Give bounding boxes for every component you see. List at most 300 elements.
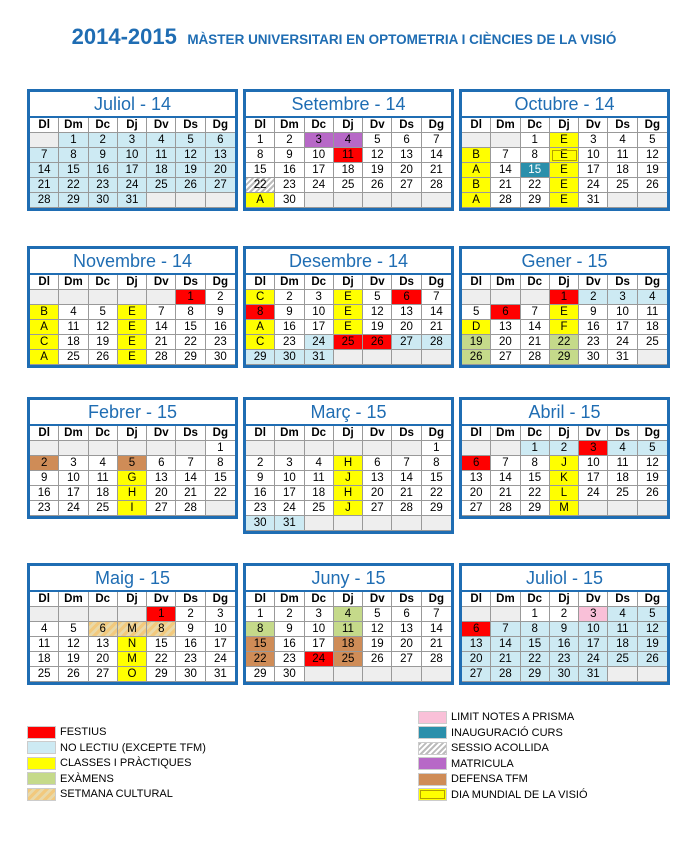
day-cell: 2 [550, 441, 579, 456]
day-cell: 12 [363, 148, 392, 163]
month-calendar [243, 563, 454, 685]
day-cell: 14 [422, 305, 451, 320]
empty-day-cell [422, 516, 451, 531]
weekday-header: Dg [638, 592, 667, 607]
empty-day-cell [305, 441, 334, 456]
day-cell: 25 [334, 335, 363, 350]
day-cell: 29 [246, 667, 275, 682]
day-cell: 11 [334, 622, 363, 637]
legend-swatch [27, 741, 56, 754]
day-cell: B [462, 178, 491, 193]
weekday-header: Dc [305, 118, 334, 133]
day-cell: 19 [462, 335, 491, 350]
day-cell: 9 [206, 305, 235, 320]
day-cell: 10 [305, 148, 334, 163]
day-cell: 8 [206, 456, 235, 471]
day-cell: 27 [491, 350, 520, 365]
day-cell: 31 [579, 667, 608, 682]
day-cell: 13 [147, 471, 176, 486]
weekday-header: Dm [491, 592, 520, 607]
day-cell: 24 [305, 335, 334, 350]
day-cell: 31 [118, 193, 147, 208]
weekday-header: Ds [392, 118, 421, 133]
day-cell: 21 [491, 652, 520, 667]
day-cell: 21 [422, 637, 451, 652]
day-cell: 2 [30, 456, 59, 471]
day-cell: 27 [206, 178, 235, 193]
weekday-header: Dg [422, 426, 451, 441]
day-cell: 3 [579, 133, 608, 148]
day-cell: 26 [59, 667, 88, 682]
empty-day-cell [305, 516, 334, 531]
weekday-header: Ds [392, 275, 421, 290]
day-cell: N [118, 637, 147, 652]
empty-day-cell [59, 607, 88, 622]
legend-label: NO LECTIU (EXCEPTE TFM) [60, 741, 206, 754]
day-cell: 18 [89, 486, 118, 501]
empty-day-cell [118, 441, 147, 456]
day-cell: 27 [89, 667, 118, 682]
day-cell: 18 [638, 320, 667, 335]
weekday-header: Dg [206, 426, 235, 441]
day-cell: 7 [392, 456, 421, 471]
day-cell: 31 [608, 350, 637, 365]
day-cell: 1 [521, 607, 550, 622]
weekday-header: Dc [89, 592, 118, 607]
day-cell: 8 [521, 456, 550, 471]
weekday-header: Dm [491, 275, 520, 290]
legend-swatch [418, 726, 447, 739]
day-cell: 9 [275, 622, 304, 637]
empty-day-cell [334, 516, 363, 531]
day-cell: 3 [608, 290, 637, 305]
day-cell: 14 [422, 148, 451, 163]
day-cell: K [550, 471, 579, 486]
month-calendar [27, 246, 238, 368]
day-cell: 22 [206, 486, 235, 501]
day-cell: 3 [118, 133, 147, 148]
month-calendar [243, 397, 454, 534]
empty-day-cell [89, 441, 118, 456]
month-days-grid [30, 118, 235, 208]
weekday-header: Ds [176, 275, 205, 290]
weekday-header: Dj [118, 592, 147, 607]
legend-item [418, 772, 528, 786]
day-cell: 15 [521, 471, 550, 486]
legend-label: LIMIT NOTES A PRISMA [451, 711, 575, 723]
weekday-header: Dc [521, 592, 550, 607]
weekday-header: Dc [305, 275, 334, 290]
day-cell: 2 [89, 133, 118, 148]
weekday-header: Dm [491, 118, 520, 133]
month-days-grid [30, 426, 235, 516]
empty-day-cell [334, 667, 363, 682]
day-cell: 3 [305, 133, 334, 148]
weekday-header: Dv [363, 118, 392, 133]
day-cell: 22 [422, 486, 451, 501]
day-cell: 21 [521, 335, 550, 350]
month-title: Juliol - 15 [462, 566, 667, 592]
day-cell: 8 [246, 622, 275, 637]
day-cell: 28 [521, 350, 550, 365]
month-calendar [459, 563, 670, 685]
empty-day-cell [118, 607, 147, 622]
day-cell: 18 [608, 637, 637, 652]
day-cell: 15 [147, 637, 176, 652]
weekday-header: Dv [363, 426, 392, 441]
day-cell: 27 [462, 667, 491, 682]
empty-day-cell [579, 501, 608, 516]
day-cell: 11 [30, 637, 59, 652]
day-cell: E [334, 290, 363, 305]
day-cell: 9 [30, 471, 59, 486]
day-cell: 22 [246, 178, 275, 193]
day-cell: 4 [59, 305, 88, 320]
day-cell: 15 [176, 320, 205, 335]
day-cell: 13 [392, 622, 421, 637]
day-cell: 7 [491, 148, 520, 163]
day-cell: 1 [206, 441, 235, 456]
weekday-header: Dv [579, 118, 608, 133]
day-cell: 1 [246, 133, 275, 148]
day-cell: 5 [89, 305, 118, 320]
day-cell: 14 [491, 163, 520, 178]
day-cell: 30 [176, 667, 205, 682]
empty-day-cell [638, 350, 667, 365]
day-cell: 30 [246, 516, 275, 531]
day-cell: 1 [176, 290, 205, 305]
weekday-header: Dc [521, 275, 550, 290]
day-cell: 29 [521, 193, 550, 208]
weekday-header: Dj [334, 592, 363, 607]
day-cell: 1 [550, 290, 579, 305]
empty-day-cell [491, 133, 520, 148]
month-title: Novembre - 14 [30, 249, 235, 275]
day-cell: 17 [608, 320, 637, 335]
day-cell: C [246, 335, 275, 350]
day-cell: 27 [392, 178, 421, 193]
day-cell: 22 [521, 178, 550, 193]
legend-item [27, 756, 191, 770]
day-cell: 4 [608, 441, 637, 456]
day-cell: 12 [59, 637, 88, 652]
day-cell: 10 [579, 456, 608, 471]
day-cell: 14 [176, 471, 205, 486]
day-cell: 5 [363, 290, 392, 305]
day-cell: 31 [275, 516, 304, 531]
day-cell: 10 [579, 622, 608, 637]
empty-day-cell [392, 667, 421, 682]
day-cell: 22 [550, 335, 579, 350]
day-cell: 12 [363, 622, 392, 637]
day-cell: 12 [638, 622, 667, 637]
empty-day-cell [392, 193, 421, 208]
day-cell: 17 [305, 637, 334, 652]
weekday-header: Ds [392, 592, 421, 607]
empty-day-cell [275, 441, 304, 456]
day-cell: M [118, 622, 147, 637]
day-cell: 21 [176, 486, 205, 501]
day-cell: 10 [59, 471, 88, 486]
empty-day-cell [392, 350, 421, 365]
day-cell: 4 [89, 456, 118, 471]
day-cell: 4 [638, 290, 667, 305]
weekday-header: Dl [462, 592, 491, 607]
day-cell: 22 [147, 652, 176, 667]
empty-day-cell [462, 607, 491, 622]
day-cell: 4 [608, 133, 637, 148]
legend-item [418, 757, 514, 771]
weekday-header: Dl [462, 275, 491, 290]
day-cell: 9 [89, 148, 118, 163]
day-cell: E [334, 320, 363, 335]
empty-day-cell [491, 607, 520, 622]
day-cell: 3 [579, 607, 608, 622]
day-cell: 10 [118, 148, 147, 163]
day-cell: 19 [638, 471, 667, 486]
day-cell: F [550, 320, 579, 335]
month-calendar [459, 397, 670, 519]
day-cell: 18 [608, 163, 637, 178]
day-cell: 19 [363, 163, 392, 178]
day-cell: 15 [59, 163, 88, 178]
day-cell: 3 [59, 456, 88, 471]
day-cell: 18 [608, 471, 637, 486]
weekday-header: Dm [275, 275, 304, 290]
weekday-header: Dg [422, 118, 451, 133]
day-cell: 23 [579, 335, 608, 350]
day-cell: 18 [59, 335, 88, 350]
day-cell: 7 [491, 622, 520, 637]
weekday-header: Dg [206, 592, 235, 607]
day-cell: H [334, 486, 363, 501]
empty-day-cell [147, 441, 176, 456]
day-cell: 13 [462, 471, 491, 486]
weekday-header: Dj [550, 275, 579, 290]
day-cell: 1 [422, 441, 451, 456]
day-cell: 11 [608, 148, 637, 163]
month-title: Abril - 15 [462, 400, 667, 426]
empty-day-cell [462, 133, 491, 148]
day-cell: 25 [30, 667, 59, 682]
legend-item [418, 710, 574, 724]
day-cell: E [550, 178, 579, 193]
day-cell: 7 [422, 290, 451, 305]
weekday-header: Dc [89, 275, 118, 290]
weekday-header: Ds [608, 426, 637, 441]
empty-day-cell [422, 667, 451, 682]
empty-day-cell [305, 193, 334, 208]
day-cell: 21 [491, 178, 520, 193]
day-cell: 14 [30, 163, 59, 178]
day-cell: E [550, 133, 579, 148]
weekday-header: Dj [118, 426, 147, 441]
day-cell: 30 [275, 193, 304, 208]
empty-day-cell [118, 290, 147, 305]
legend-swatch [418, 757, 447, 770]
weekday-header: Dj [334, 426, 363, 441]
day-cell: 19 [363, 320, 392, 335]
empty-day-cell [206, 193, 235, 208]
month-calendar [243, 246, 454, 368]
day-cell: 17 [275, 486, 304, 501]
day-cell: 12 [638, 148, 667, 163]
weekday-header: Ds [608, 275, 637, 290]
weekday-header: Dl [246, 426, 275, 441]
weekday-header: Ds [176, 592, 205, 607]
day-cell: 9 [275, 148, 304, 163]
day-cell: 24 [275, 501, 304, 516]
legend-swatch [418, 742, 447, 755]
legend-item [418, 726, 563, 740]
day-cell: 30 [550, 667, 579, 682]
weekday-header: Ds [608, 118, 637, 133]
day-cell: 1 [147, 607, 176, 622]
empty-day-cell [392, 441, 421, 456]
day-cell: 5 [118, 456, 147, 471]
legend-item [418, 788, 588, 802]
day-cell: 27 [392, 652, 421, 667]
day-cell: 24 [608, 335, 637, 350]
empty-day-cell [89, 290, 118, 305]
day-cell: 24 [579, 652, 608, 667]
weekday-header: Dv [363, 275, 392, 290]
legend-label: SETMANA CULTURAL [60, 788, 173, 800]
day-cell: 5 [363, 607, 392, 622]
legend-swatch [418, 773, 447, 786]
day-cell: 29 [521, 667, 550, 682]
day-cell: 11 [305, 471, 334, 486]
day-cell: 23 [246, 501, 275, 516]
day-cell: 23 [275, 652, 304, 667]
legend-swatch [418, 711, 447, 724]
day-cell: 29 [246, 350, 275, 365]
day-cell: 21 [392, 486, 421, 501]
day-cell: 24 [579, 178, 608, 193]
month-title: Gener - 15 [462, 249, 667, 275]
day-cell: 31 [579, 193, 608, 208]
weekday-header: Dl [246, 592, 275, 607]
empty-day-cell [422, 350, 451, 365]
day-cell: 8 [422, 456, 451, 471]
day-cell: I [118, 501, 147, 516]
day-cell: C [30, 335, 59, 350]
day-cell: 2 [246, 456, 275, 471]
month-title: Maig - 15 [30, 566, 235, 592]
weekday-header: Dl [30, 592, 59, 607]
day-cell: 14 [422, 622, 451, 637]
day-cell: 24 [305, 652, 334, 667]
day-cell: 8 [147, 622, 176, 637]
legend-swatch [27, 772, 56, 785]
day-cell: 20 [462, 652, 491, 667]
day-cell: 26 [462, 350, 491, 365]
weekday-header: Dv [147, 426, 176, 441]
day-cell: 25 [334, 652, 363, 667]
day-cell: 28 [147, 350, 176, 365]
day-cell: 4 [30, 622, 59, 637]
day-cell: 18 [334, 637, 363, 652]
day-cell: 9 [275, 305, 304, 320]
day-cell: 13 [491, 320, 520, 335]
day-cell: 13 [363, 471, 392, 486]
day-cell: A [246, 320, 275, 335]
weekday-header: Dj [334, 118, 363, 133]
weekday-header: Dc [305, 426, 334, 441]
day-cell: 14 [491, 471, 520, 486]
day-cell: 13 [89, 637, 118, 652]
weekday-header: Dm [275, 118, 304, 133]
day-cell: 28 [422, 178, 451, 193]
legend-swatch [27, 757, 56, 770]
empty-day-cell [334, 350, 363, 365]
day-cell: A [462, 193, 491, 208]
day-cell: 28 [422, 652, 451, 667]
empty-day-cell [30, 133, 59, 148]
empty-day-cell [176, 441, 205, 456]
legend-item [27, 725, 106, 739]
empty-day-cell [176, 193, 205, 208]
day-cell: 16 [176, 637, 205, 652]
day-cell: 24 [579, 486, 608, 501]
day-cell: 21 [422, 163, 451, 178]
day-cell: H [118, 486, 147, 501]
day-cell: 27 [147, 501, 176, 516]
day-cell: J [334, 471, 363, 486]
day-cell: 23 [275, 335, 304, 350]
day-cell: 10 [305, 305, 334, 320]
day-cell: 18 [30, 652, 59, 667]
day-cell: 28 [30, 193, 59, 208]
weekday-header: Dm [59, 592, 88, 607]
day-cell: 7 [30, 148, 59, 163]
day-cell: 3 [275, 456, 304, 471]
day-cell: E [118, 320, 147, 335]
weekday-header: Dc [89, 426, 118, 441]
day-cell: 14 [521, 320, 550, 335]
weekday-header: Dg [638, 426, 667, 441]
day-cell: 17 [305, 320, 334, 335]
day-cell: 5 [638, 607, 667, 622]
day-cell: 23 [275, 178, 304, 193]
empty-day-cell [147, 290, 176, 305]
day-cell: 24 [59, 501, 88, 516]
day-cell: 16 [246, 486, 275, 501]
weekday-header: Ds [176, 118, 205, 133]
day-cell: E [550, 305, 579, 320]
day-cell: 3 [206, 607, 235, 622]
day-cell: 29 [59, 193, 88, 208]
day-cell: 25 [608, 486, 637, 501]
weekday-header: Dv [147, 592, 176, 607]
month-title: Juliol - 14 [30, 92, 235, 118]
day-cell: 9 [246, 471, 275, 486]
weekday-header: Dv [579, 426, 608, 441]
day-cell: E [118, 305, 147, 320]
month-calendar [459, 89, 670, 211]
day-cell: 15 [422, 471, 451, 486]
day-cell: 13 [392, 148, 421, 163]
day-cell: 11 [608, 456, 637, 471]
month-title: Octubre - 14 [462, 92, 667, 118]
day-cell: 12 [176, 148, 205, 163]
day-cell: 5 [59, 622, 88, 637]
legend-label: DEFENSA TFM [451, 773, 528, 785]
day-cell: 10 [305, 622, 334, 637]
empty-day-cell [491, 441, 520, 456]
day-cell: 11 [638, 305, 667, 320]
weekday-header: Dc [521, 426, 550, 441]
